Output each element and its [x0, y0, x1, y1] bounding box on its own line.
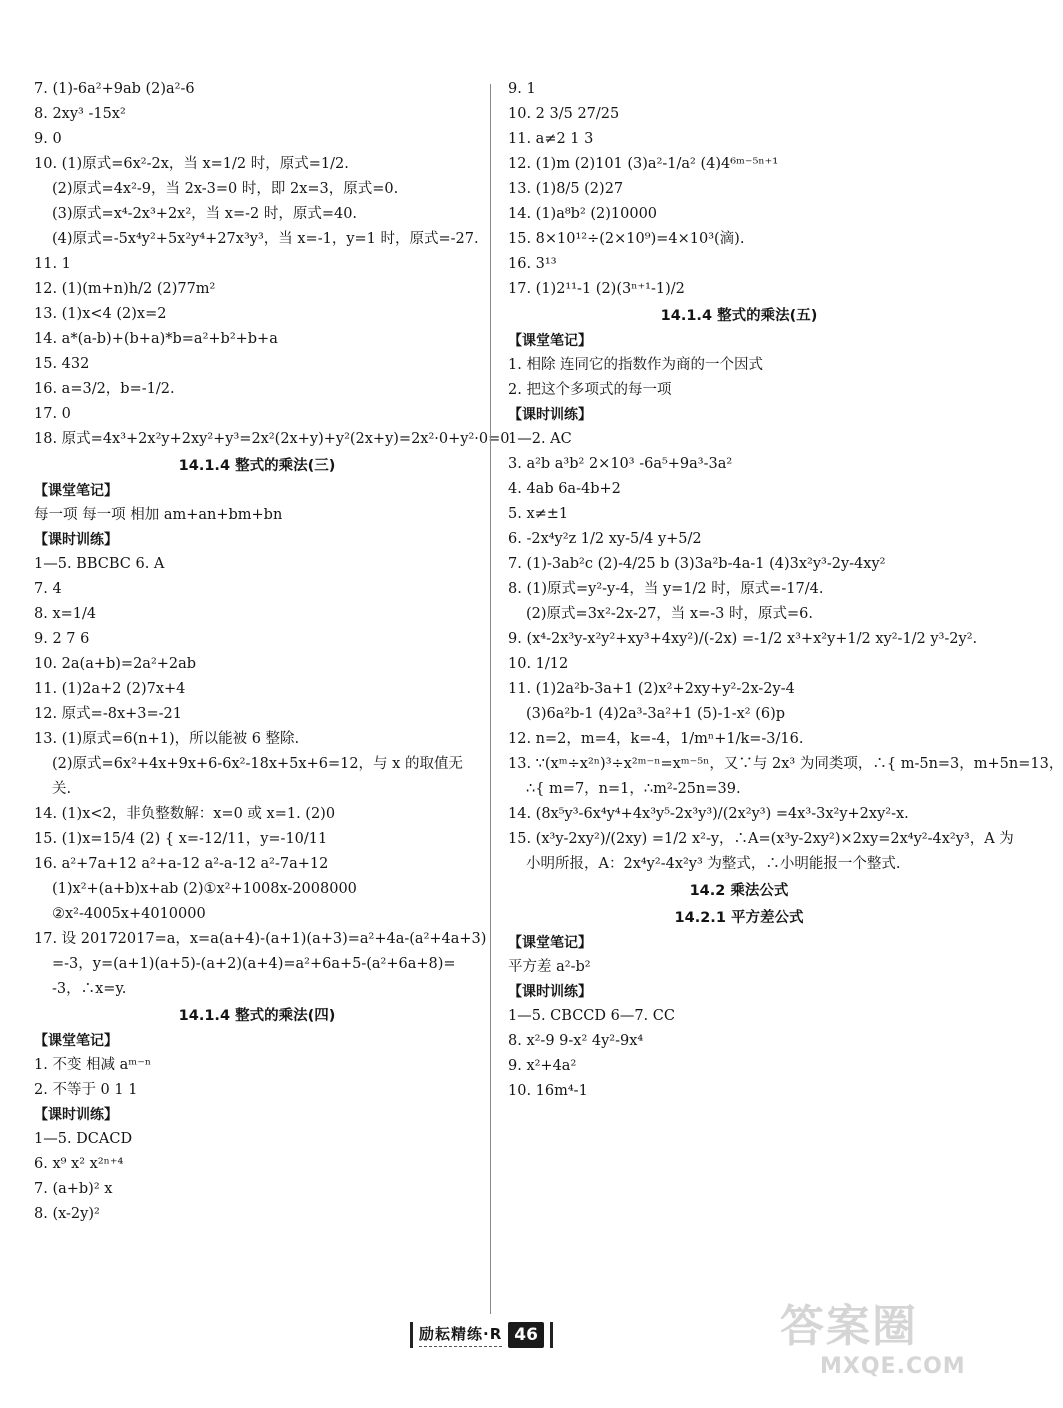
answer-line: 7. (1)-6a²+9ab (2)a²-6	[34, 81, 195, 97]
answer-line: 11. 1	[34, 256, 71, 272]
answer-line: 12. (1)(m+n)h/2 (2)77m²	[34, 281, 216, 297]
watermark	[780, 1300, 990, 1390]
footer-brand: 励耘精练·R	[419, 1323, 502, 1347]
subsection-label: 【课堂笔记】	[34, 1033, 118, 1049]
answer-line: 4. 4ab 6a-4b+2	[508, 481, 621, 497]
answer-line: 13. (1)x<4 (2)x=2	[34, 306, 167, 322]
subsection-label: 【课时训练】	[34, 532, 118, 548]
answer-line: 1—5. DCACD	[34, 1131, 133, 1147]
answer-line: 18. 原式=4x³+2x²y+2xy²+y³=2x²(2x+y)+y²(2x+y)=2x²·0+y²·0=0	[34, 431, 510, 447]
answer-line: 17. 设 20172017=a，x=a(a+4)-(a+1)(a+3)=a²+4a-(a²+4a+3)	[34, 931, 487, 947]
answer-continuation: ∴{ m=7，n=1，∴m²-25n=39.	[526, 781, 741, 797]
answer-line: 11. (1)2a²b-3a+1 (2)x²+2xy+y²-2x-2y-4	[508, 681, 795, 697]
answer-continuation: (2)原式=6x²+4x+9x+6-6x²-18x+5x+6=12，与 x 的取值无	[52, 756, 463, 772]
answer-continuation: -3，∴x=y.	[52, 981, 127, 997]
answer-line: 8. (x-2y)²	[34, 1206, 100, 1222]
answer-line: 8. 2xy³ -15x²	[34, 106, 126, 122]
answer-line: 9. (x⁴-2x³y-x²y²+xy³+4xy²)/(-2x) =-1/2 x³+x²y+1/2 xy²-1/2 y³-2y².	[508, 631, 978, 647]
footer-bar-right	[550, 1322, 553, 1348]
answer-line: 8. x²-9 9-x² 4y²-9x⁴	[508, 1033, 644, 1049]
answer-line: 13. (1)原式=6(n+1)，所以能被 6 整除.	[34, 731, 300, 747]
footer-bar-left	[410, 1322, 413, 1348]
answer-line: 7. (1)-3ab²c (2)-4/25 b (3)3a²b-4a-1 (4)3x²y³-2y-4xy²	[508, 556, 886, 572]
answer-line: 9. 2 7 6	[34, 631, 90, 647]
page-footer	[410, 1322, 553, 1348]
answer-line: 14. (1)a⁸b² (2)10000	[508, 206, 658, 222]
answer-line: 14. (1)x<2，非负整数解：x=0 或 x=1. (2)0	[34, 806, 336, 822]
answer-line: 17. 0	[34, 406, 71, 422]
answer-continuation: (2)原式=4x²-9，当 2x-3=0 时，即 2x=3，原式=0.	[52, 181, 399, 197]
answer-line: 16. a²+7a+12 a²+a-12 a²-a-12 a²-7a+12	[34, 856, 329, 872]
answer-line: 8. (1)原式=y²-y-4，当 y=1/2 时，原式=-17/4.	[508, 581, 824, 597]
answer-continuation: (3)6a²b-1 (4)2a³-3a²+1 (5)-1-x² (6)p	[526, 706, 786, 722]
answer-line: 1—5. BBCBC 6. A	[34, 556, 165, 572]
answer-line: 7. 4	[34, 581, 62, 597]
section-title: 14.2 乘法公式	[689, 883, 789, 899]
subsection-label: 【课堂笔记】	[508, 935, 592, 951]
section-title: 14.2.1 平方差公式	[674, 910, 804, 926]
answer-line: 2. 不等于 0 1 1	[34, 1082, 138, 1098]
right-column	[508, 78, 1063, 1105]
left-column	[34, 78, 510, 1228]
answer-line: 10. (1)原式=6x²-2x，当 x=1/2 时，原式=1/2.	[34, 156, 349, 172]
answer-line: 6. x⁹ x² x²ⁿ⁺⁴	[34, 1156, 124, 1172]
answer-line: 7. (a+b)² x	[34, 1181, 113, 1197]
watermark-logo: 答案圈	[780, 1301, 918, 1352]
answer-line: 每一项 每一项 相加 am+an+bm+bn	[34, 507, 283, 523]
answer-line: 平方差 a²-b²	[508, 959, 591, 975]
subsection-label: 【课堂笔记】	[508, 333, 592, 349]
answer-continuation: (1)x²+(a+b)x+ab (2)①x²+1008x-2008000	[52, 881, 357, 897]
answer-line: 12. n=2，m=4，k=-4，1/mⁿ+1/k=-3/16.	[508, 731, 804, 747]
answer-line: 12. (1)m (2)101 (3)a²-1/a² (4)4⁶ᵐ⁻⁵ⁿ⁺¹	[508, 156, 779, 172]
answer-line: 15. 432	[34, 356, 90, 372]
answer-line: 6. -2x⁴y²z 1/2 xy-5/4 y+5/2	[508, 531, 702, 547]
answer-line: 13. (1)8/5 (2)27	[508, 181, 624, 197]
column-divider	[490, 84, 491, 1314]
subsection-label: 【课时训练】	[508, 407, 592, 423]
answer-line: 1—5. CBCCD 6—7. CC	[508, 1008, 675, 1024]
answer-line: 12. 原式=-8x+3=-21	[34, 706, 182, 722]
answer-continuation: (3)原式=x⁴-2x³+2x²，当 x=-2 时，原式=40.	[52, 206, 358, 222]
answer-continuation: 小明所报，A：2x⁴y²-4x²y³ 为整式，∴小明能报一个整式.	[526, 856, 901, 872]
answer-line: 1. 不变 相减 aᵐ⁻ⁿ	[34, 1057, 152, 1073]
watermark-url: MXQE.COM	[820, 1354, 966, 1379]
answer-line: 13. ∵(xᵐ÷x²ⁿ)³÷x²ᵐ⁻ⁿ=xᵐ⁻⁵ⁿ，又∵与 2x³ 为同类项，∴{ m-5n=3，m+5n=13，	[508, 756, 1063, 772]
answer-line: 17. (1)2¹¹-1 (2)(3ⁿ⁺¹-1)/2	[508, 281, 685, 297]
answer-line: 10. 16m⁴-1	[508, 1083, 588, 1099]
answer-line: 3. a²b a³b² 2×10³ -6a⁵+9a³-3a²	[508, 456, 733, 472]
answer-line: 2. 把这个多项式的每一项	[508, 382, 672, 398]
answer-line: 5. x≠±1	[508, 506, 569, 522]
answer-line: 15. 8×10¹²÷(2×10⁹)=4×10³(滴).	[508, 231, 745, 247]
answer-line: 16. 3¹³	[508, 256, 557, 272]
answer-line: 9. 0	[34, 131, 62, 147]
answer-continuation: 关.	[52, 781, 72, 797]
answer-continuation: =-3，y=(a+1)(a+5)-(a+2)(a+4)=a²+6a+5-(a²+6a+8)=	[52, 956, 456, 972]
answer-continuation: (2)原式=3x²-2x-27，当 x=-3 时，原式=6.	[526, 606, 813, 622]
answer-continuation: ②x²-4005x+4010000	[52, 906, 206, 922]
answer-line: 16. a=3/2，b=-1/2.	[34, 381, 175, 397]
answer-line: 10. 1/12	[508, 656, 569, 672]
answer-line: 11. (1)2a+2 (2)7x+4	[34, 681, 186, 697]
answer-line: 1. 相除 连同它的指数作为商的一个因式	[508, 357, 764, 373]
answer-line: 9. x²+4a²	[508, 1058, 577, 1074]
answer-line: 14. (8x⁵y³-6x⁴y⁴+4x³y⁵-2x³y³)/(2x²y³) =4x³-3x²y+2xy²-x.	[508, 806, 909, 822]
answer-line: 10. 2a(a+b)=2a²+2ab	[34, 656, 197, 672]
answer-line: 15. (x³y-2xy²)/(2xy) =1/2 x²-y，∴A=(x³y-2xy²)×2xy=2x⁴y²-4x²y³，A 为	[508, 831, 1014, 847]
section-title: 14.1.4 整式的乘法(五)	[660, 308, 818, 324]
page-number: 46	[508, 1322, 544, 1348]
answer-line: 8. x=1/4	[34, 606, 97, 622]
answer-line: 10. 2 3/5 27/25	[508, 106, 620, 122]
subsection-label: 【课时训练】	[34, 1107, 118, 1123]
answer-line: 9. 1	[508, 81, 536, 97]
answer-continuation: (4)原式=-5x⁴y²+5x²y⁴+27x³y³，当 x=-1，y=1 时，原式=-27.	[52, 231, 479, 247]
answer-line: 14. a*(a-b)+(b+a)*b=a²+b²+b+a	[34, 331, 278, 347]
section-title: 14.1.4 整式的乘法(四)	[178, 1008, 336, 1024]
answer-line: 15. (1)x=15/4 (2) { x=-12/11，y=-10/11	[34, 831, 328, 847]
answer-line: 1—2. AC	[508, 431, 572, 447]
subsection-label: 【课时训练】	[508, 984, 592, 1000]
answer-line: 11. a≠2 1 3	[508, 131, 594, 147]
subsection-label: 【课堂笔记】	[34, 483, 118, 499]
section-title: 14.1.4 整式的乘法(三)	[178, 458, 336, 474]
